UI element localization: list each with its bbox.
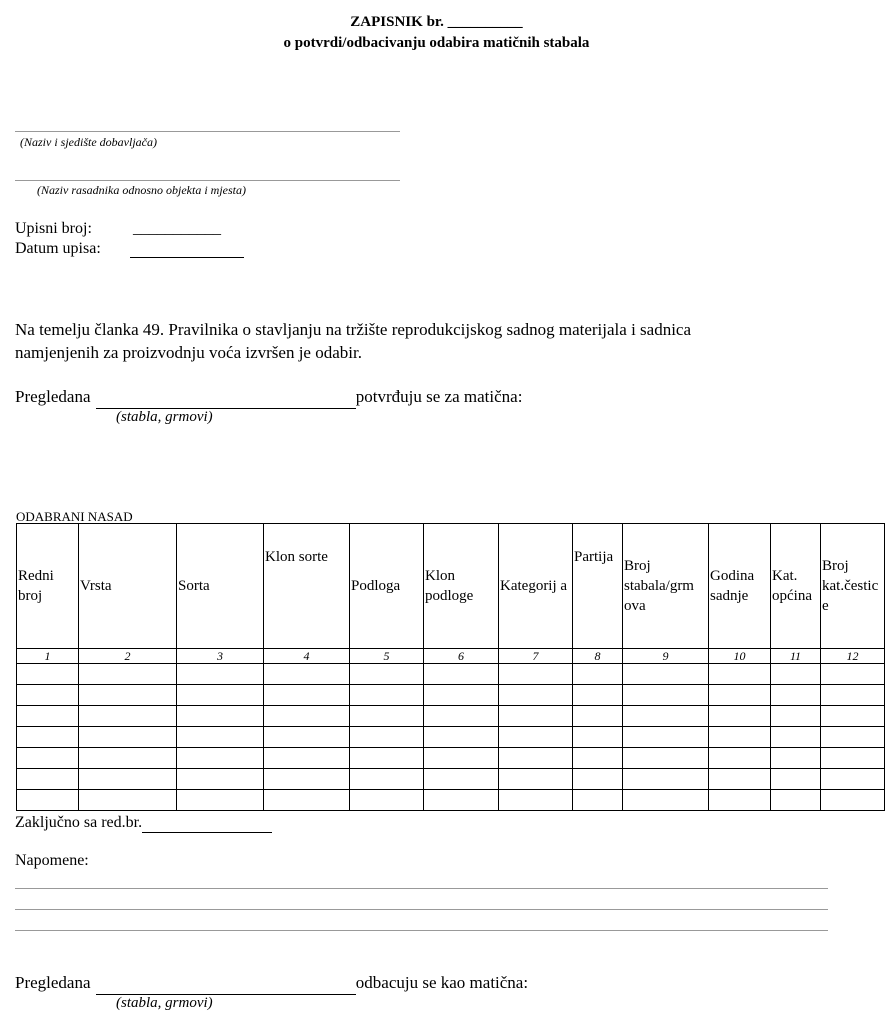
table-cell[interactable] (771, 664, 821, 685)
supplier-caption: (Naziv i sjedište dobavljača) (20, 135, 157, 149)
table-cell[interactable] (424, 685, 499, 706)
table-cell[interactable] (709, 706, 771, 727)
table-row (17, 727, 885, 748)
table-cell[interactable] (573, 769, 623, 790)
table-cell[interactable] (573, 664, 623, 685)
table-cell[interactable] (821, 790, 885, 811)
table-cell[interactable] (499, 790, 573, 811)
table-cell[interactable] (623, 790, 709, 811)
table-cell[interactable] (17, 748, 79, 769)
table-cell[interactable] (573, 706, 623, 727)
column-header: Sorta (177, 524, 264, 649)
notes-line[interactable] (15, 909, 828, 910)
table-cell[interactable] (771, 706, 821, 727)
table-cell[interactable] (350, 790, 424, 811)
table-cell[interactable] (17, 664, 79, 685)
notes-label: Napomene: (15, 852, 89, 869)
column-number-row (17, 649, 885, 664)
table-row (17, 790, 885, 811)
confirm-label: Pregledana (15, 387, 91, 406)
table-cell[interactable] (771, 790, 821, 811)
column-number: 8 (573, 649, 623, 664)
reject-label: Pregledana (15, 973, 91, 992)
table-cell[interactable] (499, 664, 573, 685)
table-cell[interactable] (79, 748, 177, 769)
table-cell[interactable] (79, 769, 177, 790)
table-cell[interactable] (623, 685, 709, 706)
column-number: 4 (264, 649, 350, 664)
reject-caption: (stabla, grmovi) (116, 995, 213, 1011)
table-cell[interactable] (709, 790, 771, 811)
column-header: Kat. općina (771, 524, 821, 649)
table-header-row (17, 524, 885, 649)
nursery-field[interactable] (15, 180, 400, 181)
table-cell[interactable] (573, 727, 623, 748)
table-cell[interactable] (424, 769, 499, 790)
table-row (17, 769, 885, 790)
table-cell[interactable] (499, 706, 573, 727)
table-cell[interactable] (264, 706, 350, 727)
supplier-field[interactable] (15, 131, 400, 132)
registration-date-field[interactable] (130, 257, 244, 258)
table-row (17, 748, 885, 769)
table-cell[interactable] (424, 790, 499, 811)
table-cell[interactable] (264, 685, 350, 706)
closing-field[interactable] (142, 814, 272, 833)
table-cell[interactable] (350, 769, 424, 790)
table-cell[interactable] (17, 685, 79, 706)
table-cell[interactable] (499, 685, 573, 706)
reject-field[interactable] (96, 972, 356, 995)
table-cell[interactable] (424, 706, 499, 727)
table-cell[interactable] (177, 685, 264, 706)
table-cell[interactable] (177, 706, 264, 727)
table-cell[interactable] (424, 664, 499, 685)
closing-label: Zaključno sa red.br. (15, 814, 143, 831)
table-cell[interactable] (771, 748, 821, 769)
table-body (17, 664, 885, 811)
table-cell[interactable] (771, 769, 821, 790)
table-cell[interactable] (350, 706, 424, 727)
column-number: 1 (17, 649, 79, 664)
registration-number-label: Upisni broj: (15, 220, 92, 237)
intro-line-2: namjenjenih za proizvodnju voća izvršen je odabir. (15, 343, 362, 362)
table-cell[interactable] (177, 790, 264, 811)
table-cell[interactable] (573, 790, 623, 811)
registration-number-field[interactable]: ___________ (133, 220, 221, 237)
table-cell[interactable] (79, 664, 177, 685)
table-cell[interactable] (821, 748, 885, 769)
table-cell[interactable] (821, 706, 885, 727)
column-header: Partija (573, 524, 623, 649)
table-row (17, 706, 885, 727)
table-cell[interactable] (771, 685, 821, 706)
table-cell[interactable] (623, 664, 709, 685)
table-cell[interactable] (350, 664, 424, 685)
reject-line (15, 972, 528, 995)
table-cell[interactable] (709, 769, 771, 790)
confirm-field[interactable] (96, 386, 356, 409)
table-cell[interactable] (17, 706, 79, 727)
reject-suffix: odbacuju se kao matična: (355, 973, 529, 992)
table-cell[interactable] (573, 748, 623, 769)
column-number: 10 (709, 649, 771, 664)
table-cell[interactable] (821, 664, 885, 685)
table-cell[interactable] (264, 769, 350, 790)
selected-plantation-table (16, 523, 885, 811)
closing-line (15, 814, 272, 833)
column-number: 3 (177, 649, 264, 664)
table-cell[interactable] (821, 769, 885, 790)
column-header: Vrsta (79, 524, 177, 649)
table-cell[interactable] (17, 769, 79, 790)
column-number: 12 (821, 649, 885, 664)
column-header: Klon sorte (264, 524, 350, 649)
column-number: 9 (623, 649, 709, 664)
table-cell[interactable] (264, 748, 350, 769)
table-cell[interactable] (499, 748, 573, 769)
table-caption: ODABRANI NASAD (16, 509, 133, 524)
table-cell[interactable] (424, 727, 499, 748)
column-header: Kategorij a (499, 524, 573, 649)
table-cell[interactable] (264, 664, 350, 685)
column-number: 2 (79, 649, 177, 664)
table-cell[interactable] (623, 706, 709, 727)
intro-line-1: Na temelju članka 49. Pravilnika o stavljanju na tržište reprodukcijskog sadnog materijala i sadnica (15, 320, 692, 339)
document-title: ZAPISNIK br. __________ (350, 14, 523, 30)
column-number: 11 (771, 649, 821, 664)
table-cell[interactable] (709, 727, 771, 748)
document-subtitle: o potvrdi/odbacivanju odabira matičnih stabala (283, 35, 590, 51)
table-cell[interactable] (350, 748, 424, 769)
table-cell[interactable] (623, 769, 709, 790)
table-cell[interactable] (709, 664, 771, 685)
table-cell[interactable] (771, 727, 821, 748)
table-cell[interactable] (177, 664, 264, 685)
column-header: Podloga (350, 524, 424, 649)
table-cell[interactable] (499, 769, 573, 790)
table-cell[interactable] (821, 727, 885, 748)
table-cell[interactable] (79, 727, 177, 748)
table-cell[interactable] (79, 790, 177, 811)
column-number: 7 (499, 649, 573, 664)
column-number: 5 (350, 649, 424, 664)
table-cell[interactable] (424, 748, 499, 769)
confirm-caption: (stabla, grmovi) (116, 409, 213, 425)
registration-date-label: Datum upisa: (15, 240, 101, 257)
table-cell[interactable] (709, 685, 771, 706)
nursery-caption: (Naziv rasadnika odnosno objekta i mjesta) (37, 183, 246, 197)
table-cell[interactable] (177, 727, 264, 748)
column-number: 6 (424, 649, 499, 664)
table-cell[interactable] (573, 685, 623, 706)
column-header: Broj kat.čestice (821, 524, 885, 649)
table-cell[interactable] (821, 685, 885, 706)
table-row (17, 664, 885, 685)
confirm-suffix: potvrđuju se za matična: (355, 387, 523, 406)
table-cell[interactable] (17, 790, 79, 811)
table-cell[interactable] (264, 790, 350, 811)
table-cell[interactable] (350, 685, 424, 706)
column-header: Broj stabala/grm ova (623, 524, 709, 649)
table-cell[interactable] (499, 727, 573, 748)
table-cell[interactable] (350, 727, 424, 748)
table-cell[interactable] (623, 748, 709, 769)
table-cell[interactable] (177, 769, 264, 790)
table-cell[interactable] (264, 727, 350, 748)
confirm-line (15, 386, 522, 409)
table-cell[interactable] (79, 685, 177, 706)
column-header: Redni broj (17, 524, 79, 649)
table-cell[interactable] (79, 706, 177, 727)
column-header: Klon podloge (424, 524, 499, 649)
table-row (17, 685, 885, 706)
table-cell[interactable] (709, 748, 771, 769)
table-cell[interactable] (623, 727, 709, 748)
notes-line[interactable] (15, 888, 828, 889)
column-header: Godina sadnje (709, 524, 771, 649)
notes-line[interactable] (15, 930, 828, 931)
table-cell[interactable] (177, 748, 264, 769)
table-cell[interactable] (17, 727, 79, 748)
